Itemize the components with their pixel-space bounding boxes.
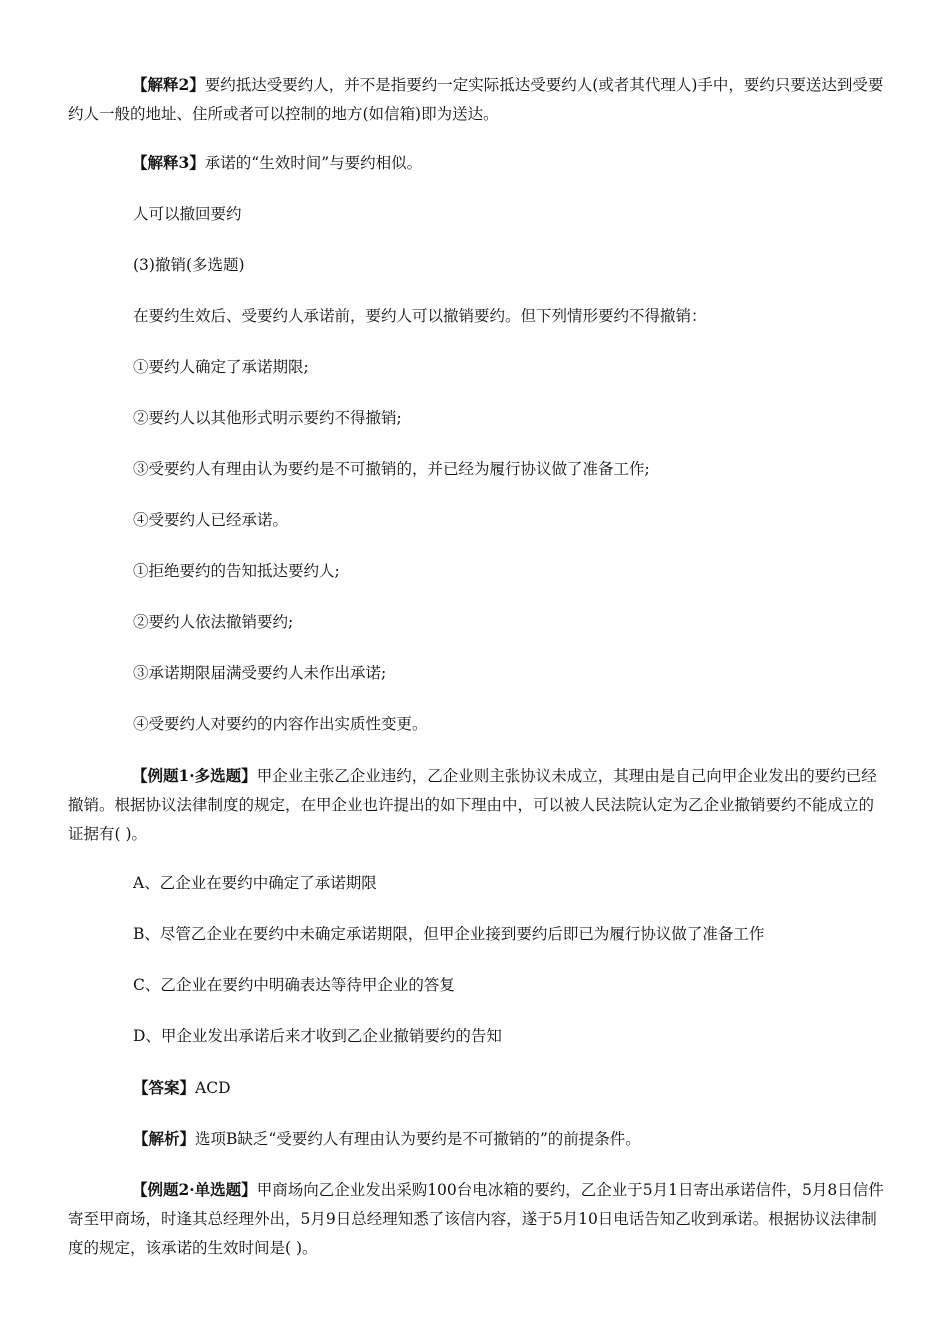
paragraph-example-1 xyxy=(68,761,886,849)
paragraph-withdraw: 人可以撤回要约 xyxy=(133,205,242,223)
label-explanation-2: 【解释2】 xyxy=(132,75,205,94)
text-answer: ACD xyxy=(195,1079,231,1097)
paragraph-explanation-3 xyxy=(68,148,886,178)
label-explanation-3: 【解释3】 xyxy=(132,153,205,172)
list-item-4: ④受要约人已经承诺。 xyxy=(133,511,289,529)
label-example-1: 【例题1·多选题】 xyxy=(132,766,257,785)
paragraph-analysis xyxy=(133,1124,893,1154)
list-item-invalid-1: ①拒绝要约的告知抵达要约人; xyxy=(133,562,340,580)
text-explanation-2: 要约抵达受要约人，并不是指要约一定实际抵达受要约人(或者其代理人)手中，要约只要送达到受要约人一般的地址、住所或者可以控制的地方(如信箱)即为送达。 xyxy=(68,76,884,123)
paragraph-revoke-intro: 在要约生效后、受要约人承诺前，要约人可以撤销要约。但下列情形要约不得撤销： xyxy=(133,307,707,325)
list-item-1: ①要约人确定了承诺期限; xyxy=(133,358,309,376)
text-example-1: 甲企业主张乙企业违约，乙企业则主张协议未成立，其理由是自己向甲企业发出的要约已经撤销。根据协议法律制度的规定，在甲企业也许提出的如下理由中，可以被人民法院认定为乙企业撤销要约不能成立的证据有( )。 xyxy=(68,767,877,843)
text-example-2: 甲商场向乙企业发出采购100台电冰箱的要约，乙企业于5月1日寄出承诺信件，5月8日信件寄至甲商场，时逢其总经理外出，5月9日总经理知悉了该信内容，遂于5月10日电话告知乙收到承诺。根据协议法律制度的规定，该承诺的生效时间是( )。 xyxy=(68,1181,884,1257)
list-item-invalid-4: ④受要约人对要约的内容作出实质性变更。 xyxy=(133,715,428,733)
label-example-2: 【例题2·单选题】 xyxy=(132,1180,257,1199)
option-c: C、乙企业在要约中明确表达等待甲企业的答复 xyxy=(133,976,455,994)
text-analysis: 选项B缺乏“受要约人有理由认为要约是不可撤销的”的前提条件。 xyxy=(195,1130,641,1148)
paragraph-answer xyxy=(133,1073,893,1103)
option-b: B、尽管乙企业在要约中未确定承诺期限，但甲企业接到要约后即已为履行协议做了准备工作 xyxy=(133,925,765,943)
option-d: D、甲企业发出承诺后来才收到乙企业撤销要约的告知 xyxy=(133,1027,502,1045)
paragraph-example-2 xyxy=(68,1175,886,1263)
option-a: A、乙企业在要约中确定了承诺期限 xyxy=(133,874,377,892)
list-item-3: ③受要约人有理由认为要约是不可撤销的，并已经为履行协议做了准备工作; xyxy=(133,460,650,478)
list-item-invalid-2: ②要约人依法撤销要约; xyxy=(133,613,294,631)
label-answer: 【答案】 xyxy=(133,1078,196,1097)
list-item-2: ②要约人以其他形式明示要约不得撤销; xyxy=(133,409,402,427)
text-explanation-3: 承诺的“生效时间”与要约相似。 xyxy=(204,154,423,172)
list-item-invalid-3: ③承诺期限届满受要约人未作出承诺; xyxy=(133,664,387,682)
section-heading-revoke: (3)撤销(多选题) xyxy=(133,256,245,274)
paragraph-explanation-2 xyxy=(68,70,886,129)
label-analysis: 【解析】 xyxy=(133,1129,196,1148)
